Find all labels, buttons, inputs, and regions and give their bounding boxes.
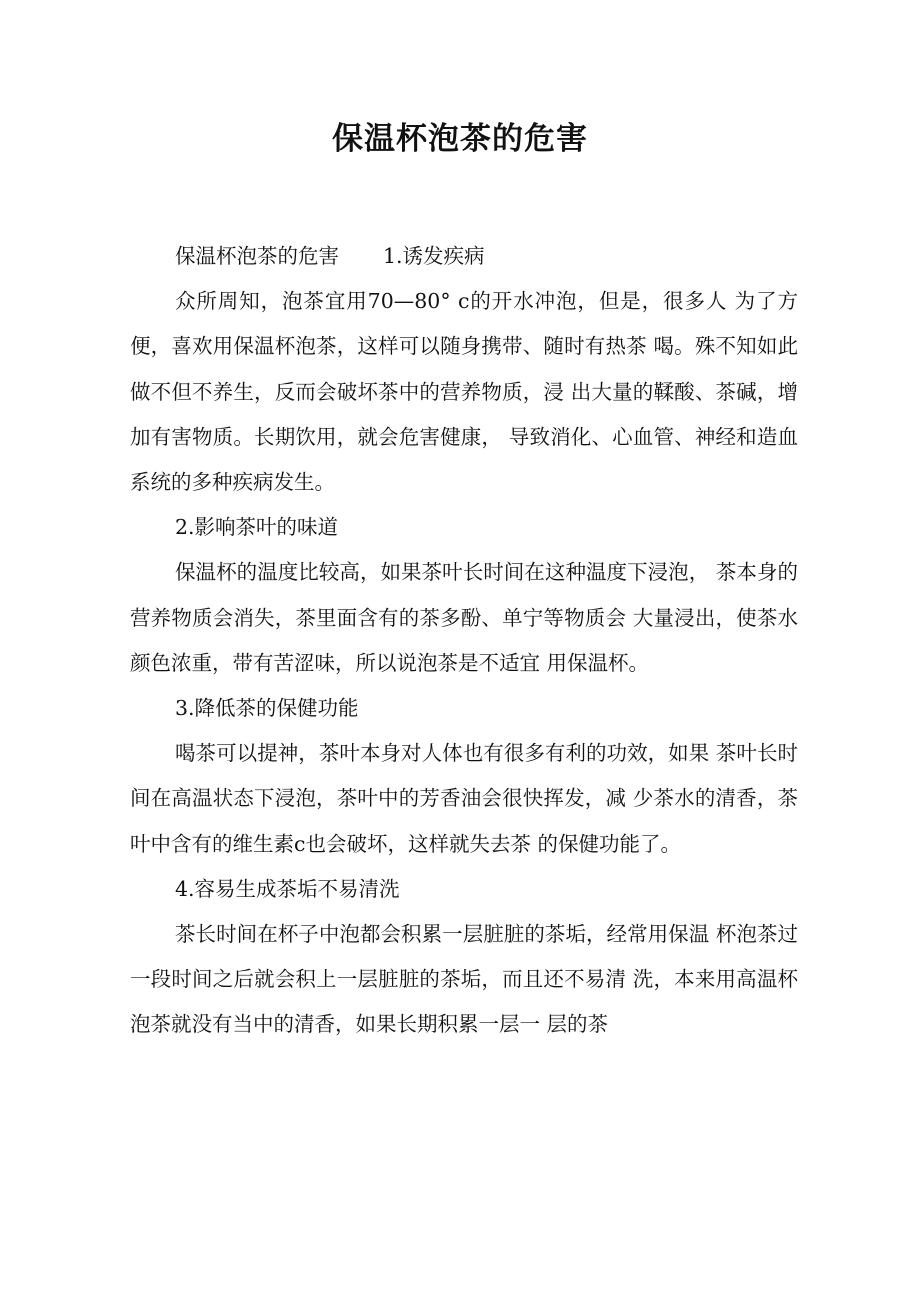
section-body-3: 喝茶可以提神，茶叶本身对人体也有很多有利的功效，如果 茶叶长时间在高温状态下浸泡，茶叶中的芳香油会很快挥发，减 少茶水的清香，茶叶中含有的维生素c也会破坏，这样就失去茶 的保健功能了。 [130,741,798,856]
document-title: 保温杯泡茶的危害 [332,121,588,157]
section-body-4: 茶长时间在杯子中泡都会积累一层脏脏的茶垢，经常用保温 杯泡茶过一段时间之后就会积上一层脏脏的茶垢，而且还不易清 洗，本来用高温杯泡茶就没有当中的清香，如果长期积累一层一 层的茶 [130,922,798,1037]
section-body-1: 众所周知，泡茶宜用70—80° c的开水冲泡，但是，很多人 为了方便，喜欢用保温杯泡茶，这样可以随身携带、随时有热茶 喝。殊不知如此做不但不养生，反而会破坏茶中的营养物质，浸 出大量的鞣酸、茶碱，增加有害物质。长期饮用，就会危害健康， 导致消化、心血管、神经和造血系统的多种疾病发生。 [130,289,798,495]
section-heading-2: 2.影响茶叶的味道 [175,515,339,540]
document-body [130,234,798,1048]
intro-heading-line [130,234,798,279]
section-heading-1: 1.诱发疾病 [383,244,485,268]
section-heading-4: 4.容易生成茶垢不易清洗 [175,876,400,901]
section-heading-3: 3.降低茶的保健功能 [175,696,359,721]
intro-label: 保温杯泡茶的危害 [175,244,339,268]
section-body-2: 保温杯的温度比较高，如果茶叶长时间在这种温度下浸泡， 茶本身的营养物质会消失，茶里面含有的茶多酚、单宁等物质会 大量浸出，使茶水颜色浓重，带有苦涩味，所以说泡茶是不适宜 用保温杯。 [130,560,798,675]
